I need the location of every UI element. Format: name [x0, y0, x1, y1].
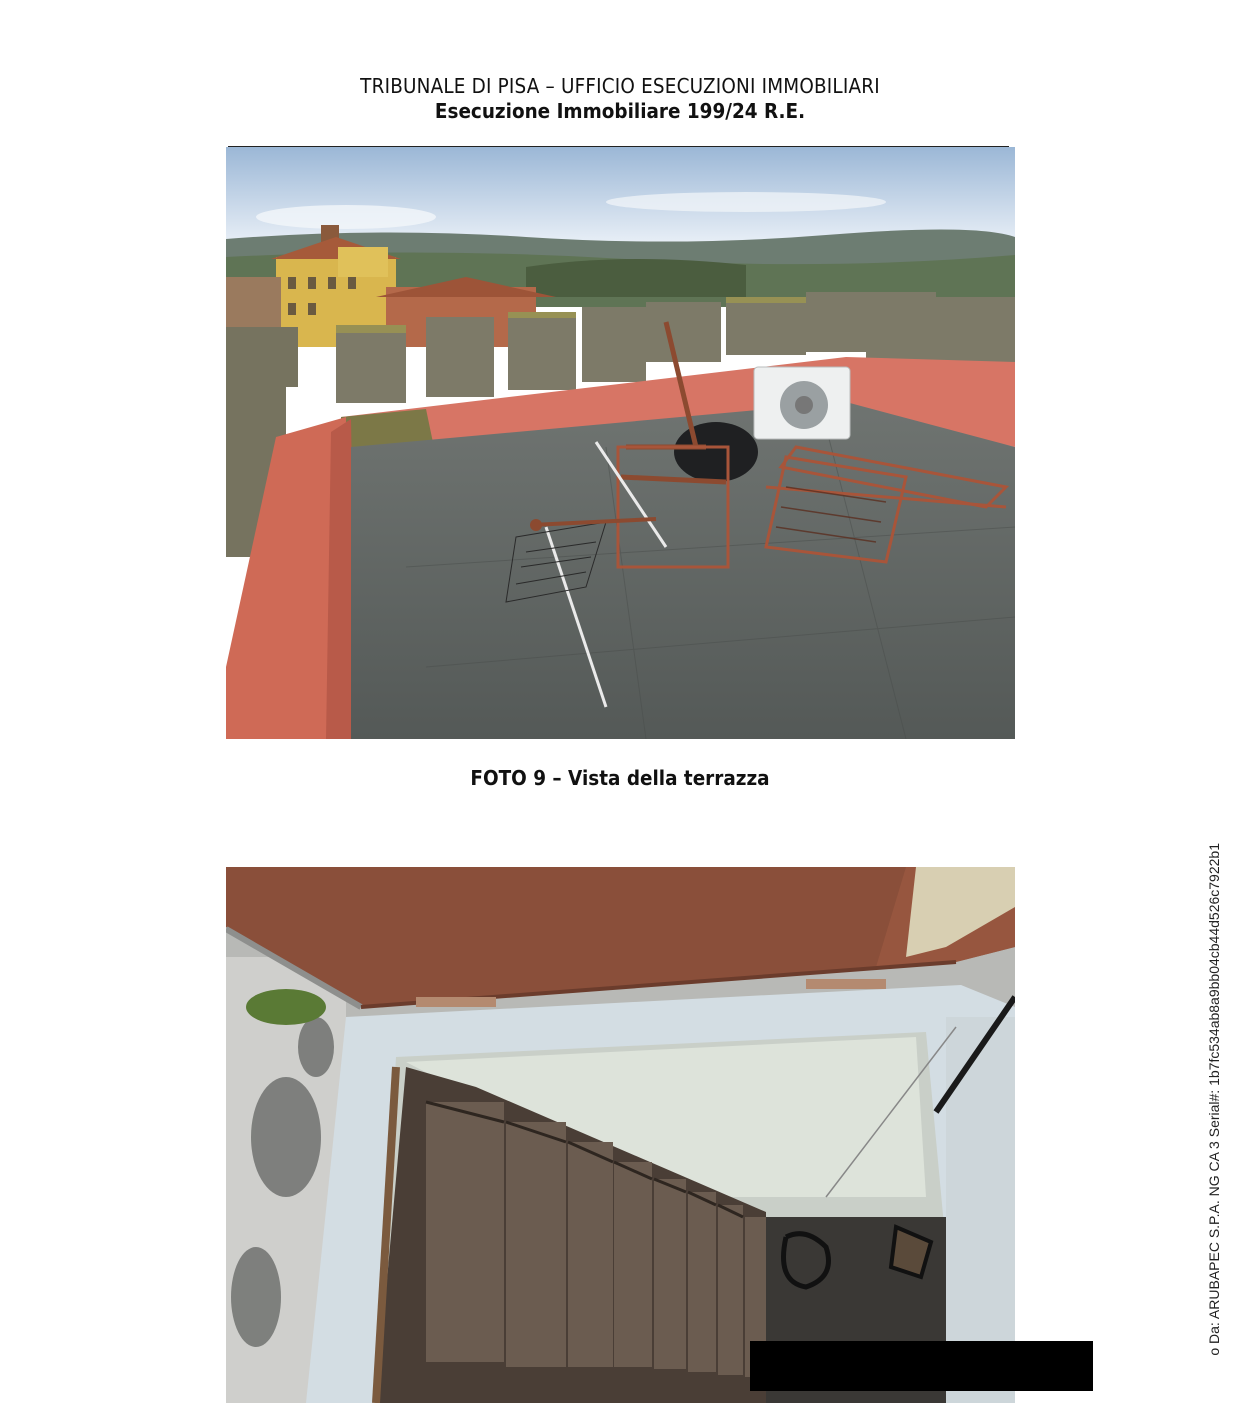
redaction-bar [750, 1341, 1093, 1391]
header-court-title: TRIBUNALE DI PISA – UFFICIO ESECUZIONI IMMOBILIARI [360, 74, 880, 98]
digital-signature-strip: o Da: ARUBAPEC S.P.A. NG CA 3 Serial#: 1b7fc534ab8a9bb04cb44d526c7922b1 [1206, 843, 1222, 1356]
photo-caption: FOTO 9 – Vista della terrazza [470, 766, 770, 790]
photo-roof-hatch-stairs [226, 867, 1015, 1403]
photo-terrace [226, 147, 1015, 739]
header-case-number: Esecuzione Immobiliare 199/24 R.E. [434, 99, 806, 123]
